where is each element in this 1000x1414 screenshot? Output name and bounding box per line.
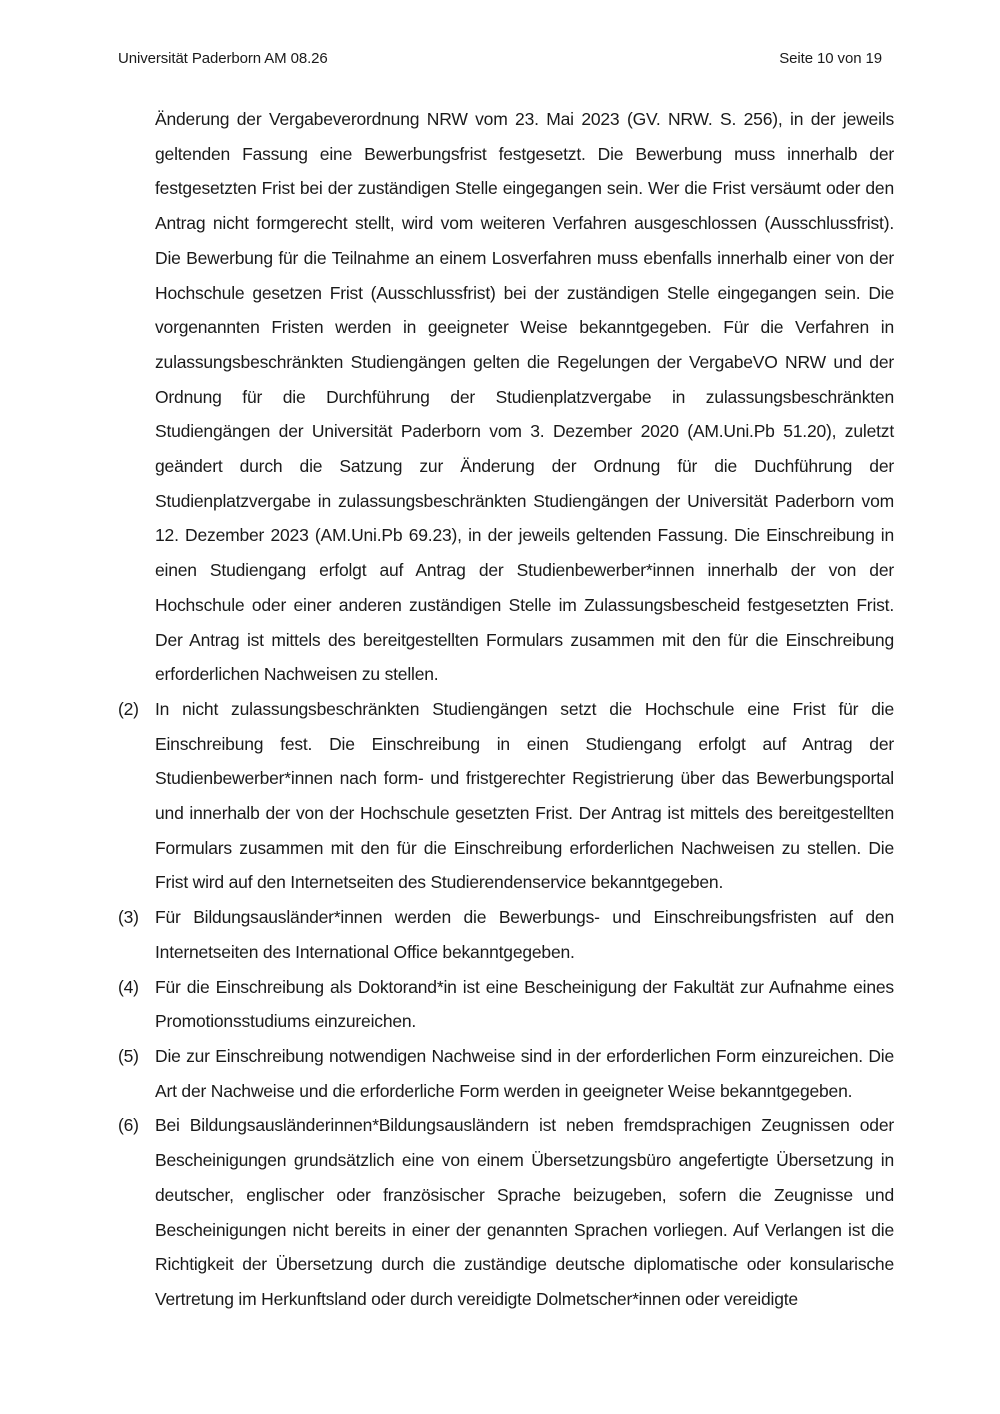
item-text: Bei Bildungsausländerinnen*Bildungsausländern ist neben fremdsprachigen Zeugnissen oder Bescheinigungen grundsätzlich eine von einem Übersetzungsbüro angefertigte Übersetzung in deutscher, englischer oder französischer Sprache beizugeben, sofern die Zeugnisse und Bescheinigungen nicht bereits in einer der genannten Sprachen vorliegen. Auf Verlangen ist die Richtigkeit der Übersetzung durch die zuständige deutsche diplomatische oder konsularische Vertretung im Herkunftsland oder durch vereidigte Dolmetscher*innen oder vereidigte [155, 1115, 894, 1309]
list-item [118, 970, 894, 1039]
item-number: (2) [118, 698, 139, 719]
continued-paragraph: Änderung der Vergabeverordnung NRW vom 23. Mai 2023 (GV. NRW. S. 256), in der jeweils geltenden Fassung eine Bewerbungsfrist festgesetzt. Die Bewerbung muss innerhalb der festgesetzten Frist bei der zuständigen Stelle eingegangen sein. Wer die Frist versäumt oder den Antrag nicht formgerecht stellt, wird vom weiteren Verfahren ausgeschlossen (Ausschlussfrist). Die Bewerbung für die Teilnahme an einem Losverfahren muss ebenfalls innerhalb einer von der Hochschule gesetzen Frist (Ausschlussfrist) bei der zuständigen Stelle eingegangen sein. Die vorgenannten Fristen werden in geeigneter Weise bekanntgegeben. Für die Verfahren in zulassungsbeschränkten Studiengängen gelten die Regelungen der VergabeVO NRW und der Ordnung für die Durchführung der Studienplatzvergabe in zulassungsbeschränkten Studiengängen der Universität Paderborn vom 3. Dezember 2020 (AM.Uni.Pb 51.20), zuletzt geändert durch die Satzung zur Änderung der Ordnung für die Duchführung der Studienplatzvergabe in zulassungsbeschränkten Studiengängen der Universität Paderborn vom 12. Dezember 2023 (AM.Uni.Pb 69.23), in der jeweils geltenden Fassung. Die Einschreibung in einen Studiengang erfolgt auf Antrag der Studienbewerber*innen innerhalb der von der Hochschule oder einer anderen zuständigen Stelle im Zulassungsbescheid festgesetzten Frist. Der Antrag ist mittels des bereitgestellten Formulars zusammen mit den für die Einschreibung erforderlichen Nachweisen zu stellen. [155, 109, 894, 685]
document-title: Universität Paderborn AM 08.26 [118, 50, 328, 67]
page-number: Seite 10 von 19 [779, 50, 882, 67]
item-text: In nicht zulassungsbeschränkten Studiengängen setzt die Hochschule eine Frist für die Einschreibung fest. Die Einschreibung in einen Studiengang erfolgt auf Antrag der Studienbewerber*innen nach form- und fristgerechter Registrierung über das Bewerbungsportal und innerhalb der von der Hochschule gesetzten Frist. Der Antrag ist mittels des bereitgestellten Formulars zusammen mit den für die Einschreibung erforderlichen Nachweisen zu stellen. Die Frist wird auf den Internetseiten des Studierendenservice bekanntgegeben. [155, 698, 894, 893]
item-number: (6) [118, 1115, 139, 1136]
list-item [118, 1039, 894, 1108]
item-number: (3) [118, 907, 139, 928]
item-text: Für Bildungsausländer*innen werden die Bewerbungs- und Einschreibungsfristen auf den Internetseiten des International Office bekanntgegeben. [155, 907, 894, 962]
item-text: Für die Einschreibung als Doktorand*in ist eine Bescheinigung der Fakultät zur Aufnahme eines Promotionsstudiums einzureichen. [155, 976, 894, 1032]
list-item [118, 1108, 894, 1316]
item-text: Die zur Einschreibung notwendigen Nachweise sind in der erforderlichen Form einzureichen. Die Art der Nachweise und die erforderliche Form werden in geeigneter Weise bekanntgegeben. [155, 1045, 894, 1101]
item-number: (4) [118, 976, 139, 997]
list-item [118, 692, 894, 900]
page-header [118, 48, 882, 70]
document-body [118, 102, 894, 1317]
list-item [118, 900, 894, 969]
item-number: (5) [118, 1045, 139, 1066]
